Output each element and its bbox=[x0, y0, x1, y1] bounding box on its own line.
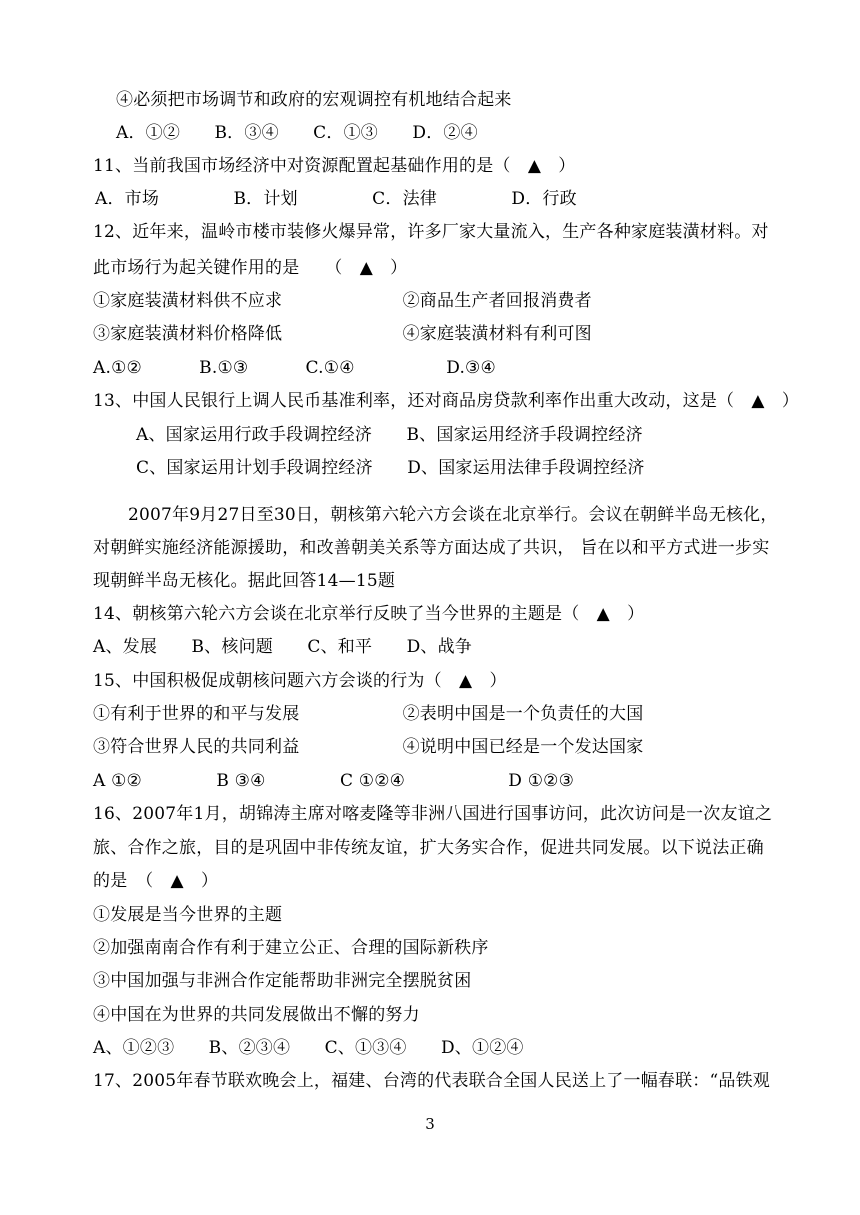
q12-choices: A.①② B.①③ C.①④ D.③④ bbox=[93, 358, 496, 378]
passage-line3: 现朝鲜半岛无核化。据此回答14—15题 bbox=[93, 571, 396, 591]
q15-choices: A ①② B ③④ C ①②④ D ①②③ bbox=[93, 771, 575, 791]
q16-option-1: ①发展是当今世界的主题 bbox=[93, 905, 283, 925]
q16-option-4: ④中国在为世界的共同发展做出不懈的努力 bbox=[93, 1005, 420, 1025]
q15-stem: 15、中国积极促成朝核问题六方会谈的行为（ ▲ ） bbox=[93, 671, 507, 691]
q13-choices-a-b: A、国家运用行政手段调控经济 B、国家运用经济手段调控经济 bbox=[136, 425, 643, 445]
q16-option-3: ③中国加强与非洲合作定能帮助非洲完全摆脱贫困 bbox=[93, 971, 472, 991]
q12-options-1-2: ①家庭装潢材料供不应求 ②商品生产者回报消费者 bbox=[93, 291, 592, 311]
q12-stem-line2: 此市场行为起关键作用的是 （ ▲ ） bbox=[93, 258, 408, 278]
passage-line2: 对朝鲜实施经济能源援助，和改善朝美关系等方面达成了共识， 旨在以和平方式进一步实 bbox=[93, 538, 770, 558]
q12-stem-line1: 12、近年来，温岭市楼市装修火爆异常，许多厂家大量流入，生产各种家庭装潢材料。对 bbox=[93, 222, 769, 242]
q14-stem: 14、朝核第六轮六方会谈在北京举行反映了当今世界的主题是（ ▲ ） bbox=[93, 604, 645, 624]
q16-option-2: ②加强南南合作有利于建立公正、合理的国际新秩序 bbox=[93, 938, 489, 958]
q13-choices-c-d: C、国家运用计划手段调控经济 D、国家运用法律手段调控经济 bbox=[136, 458, 645, 478]
q16-stem-line2: 旅、合作之旅，目的是巩固中非传统友谊，扩大务实合作，促进共同发展。以下说法正确 bbox=[93, 838, 764, 858]
q11-choices: A．市场 B．计划 C．法律 D．行政 bbox=[95, 189, 577, 209]
page-number: 3 bbox=[425, 1115, 435, 1133]
q10-option-4: ④必须把市场调节和政府的宏观调控有机地结合起来 bbox=[116, 90, 512, 110]
q12-options-3-4: ③家庭装潢材料价格降低 ④家庭装潢材料有利可图 bbox=[93, 324, 592, 344]
q14-choices: A、发展 B、核问题 C、和平 D、战争 bbox=[93, 637, 473, 657]
q15-options-1-2: ①有利于世界的和平与发展 ②表明中国是一个负责任的大国 bbox=[93, 704, 644, 724]
q10-choices: A．①② B．③④ C．①③ D．②④ bbox=[116, 123, 478, 143]
q13-stem: 13、中国人民银行上调人民币基准利率，还对商品房贷款利率作出重大改动，这是（ ▲ ） bbox=[93, 391, 800, 411]
q15-options-3-4: ③符合世界人民的共同利益 ④说明中国已经是一个发达国家 bbox=[93, 737, 644, 757]
q16-choices: A、①②③ B、②③④ C、①③④ D、①②④ bbox=[93, 1038, 524, 1058]
q11-stem: 11、当前我国市场经济中对资源配置起基础作用的是（ ▲ ） bbox=[93, 156, 576, 176]
q17-stem-line1: 17、2005年春节联欢晚会上，福建、台湾的代表联合全国人民送上了一幅春联：“品铁观 bbox=[93, 1071, 770, 1091]
q16-stem-line3: 的是 （ ▲ ） bbox=[93, 871, 219, 891]
q16-stem-line1: 16、2007年1月，胡锦涛主席对喀麦隆等非洲八国进行国事访问，此次访问是一次友谊之 bbox=[93, 804, 773, 824]
passage-line1: 2007年9月27日至30日，朝核第六轮六方会谈在北京举行。会议在朝鲜半岛无核化， bbox=[128, 505, 778, 525]
